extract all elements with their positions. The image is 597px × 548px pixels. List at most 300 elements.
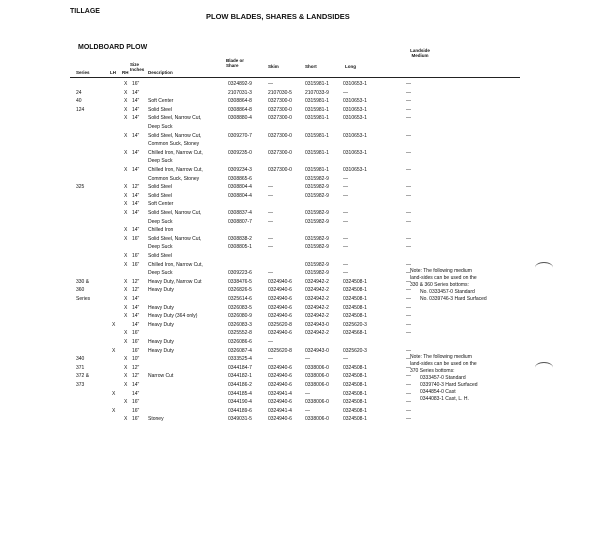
cell-skim: 0324940-6 [268,296,292,302]
cell-description: Heavy Duty [148,339,174,345]
cell-blade: 0344185-4 [228,390,252,397]
cell-landside-medium: — [406,98,411,105]
cell-rh: X [124,339,128,345]
cell-skim: — [268,270,273,277]
cell-series: 360 [76,287,85,294]
cell-rh: X [124,235,128,242]
cell-size: 14" [132,321,140,328]
section-title: MOLDBOARD PLOW [78,44,148,51]
cell-description: Solid Steel, Narrow Cut, [148,210,202,216]
cell-blade: 0333525-4 [228,356,252,363]
cell-short: 0315982-9 [305,210,329,216]
landside-note-370 [410,354,478,403]
cell-size: 12" [132,364,140,371]
cell-landside-medium: — [406,278,411,285]
cell-landside-medium: — [406,313,411,320]
cell-rh: X [124,149,128,156]
header-rule [70,77,520,78]
page-title: PLOW BLADES, SHARES & LANDSIDES [206,12,350,21]
cell-skim: 0324940-6 [268,287,292,294]
cell-long: 0310653-1 [343,132,367,139]
cell-blade: 0308864-8 [228,98,252,105]
cell-series: 24 [76,89,82,96]
note-line: 0344083-1 Cast, L. H. [420,396,469,402]
cell-skim: 0324940-6 [268,382,292,388]
cell-landside-medium: — [406,115,411,122]
cell-landside-medium: — [406,261,411,268]
cell-landside-medium: — [406,321,411,328]
cell-long: 0324508-1 [343,296,367,302]
col-lh: LH [110,70,116,75]
cell-skim: 0325620-8 [268,321,292,328]
cell-landside-medium: — [406,210,411,216]
cell-size: 14" [132,313,140,320]
cell-description: Solid Steel [148,106,172,113]
cell-rh: X [124,167,128,173]
cell-rh: X [124,364,128,371]
cell-skim: — [268,184,273,191]
cell-size: 14" [132,132,140,139]
cell-skim: 0324940-6 [268,416,292,423]
cell-size: 14" [132,89,140,96]
col-blade: Blade or Share [226,58,245,68]
scan-mark [535,362,553,373]
cell-landside-medium: — [406,89,411,96]
cell-rh: X [124,106,128,113]
cell-rh: X [124,115,128,122]
cell-long: 0324568-1 [343,330,367,337]
cell-blade: 0326086-6 [228,339,252,345]
cell-rh: X [124,201,128,208]
cell-skim: — [268,339,273,345]
cell-landside-medium: — [406,347,411,354]
cell-rh: X [124,98,128,105]
cell-landside-medium: — [406,330,411,337]
cell-long: 0324508-1 [343,278,367,285]
cell-skim: 0324940-6 [268,399,292,406]
cell-landside-medium: — [406,399,411,406]
cell-landside-medium: — [406,304,411,311]
cell-description: Deep Suck [148,270,173,277]
cell-landside-medium: — [406,184,411,191]
col-rh: RH [122,70,129,75]
cell-skim: — [268,244,273,251]
cell-size: 12" [132,287,140,294]
cell-short: 0338006-0 [305,399,329,406]
col-landside-medium: Landside Medium [410,48,430,58]
cell-long: 0310653-1 [343,115,367,122]
cell-description: Deep Suck [148,124,173,130]
cell-skim: 0327300-0 [268,106,292,113]
cell-size: 14" [132,98,140,105]
cell-long: 0325620-3 [343,347,367,354]
cell-long: — [343,210,348,216]
cell-skim: — [268,192,273,199]
cell-blade: 0344190-4 [228,399,252,406]
cell-skim: 0327300-0 [268,167,292,173]
cell-blade: 0326087-4 [228,347,252,354]
cell-landside-medium: — [406,416,411,423]
cell-long: 0324508-1 [343,313,367,320]
cell-size: 16" [132,399,140,406]
cell-lh: X [112,407,116,414]
table-row [0,417,597,426]
cell-landside-medium: — [406,106,411,113]
cell-rh: X [124,416,128,423]
cell-series: 330 & [76,278,90,285]
cell-short: 0315981-1 [305,98,329,105]
cell-landside-medium: — [406,244,411,251]
cell-long: — [343,261,348,268]
cell-short: 0315982-9 [305,192,329,199]
cell-short: — [305,390,310,397]
cell-description: Deep Suck [148,158,173,165]
cell-long: 0310653-1 [343,149,367,156]
cell-description: Solid Steel, Narrow Cut, [148,115,202,122]
cell-size: 14" [132,296,140,302]
note-line: Note: The following medium [410,268,472,274]
cell-short: 0315982-9 [305,261,329,268]
cell-short: 0315981-1 [305,149,329,156]
cell-long: 0310653-1 [343,81,367,87]
cell-rh: X [124,313,128,320]
cell-landside-medium: — [406,192,411,199]
cell-skim: 0327300-0 [268,98,292,105]
cell-skim: — [268,356,273,363]
cell-short: 0324942-2 [305,313,329,320]
cell-blade: 0344186-2 [228,382,252,388]
cell-landside-medium: — [406,364,411,371]
cell-rh: X [124,287,128,294]
cell-series: 372 & [76,373,90,380]
cell-short: 0315981-1 [305,106,329,113]
cell-size: 14" [132,192,140,199]
cell-rh: X [124,261,128,268]
cell-landside-medium: — [406,390,411,397]
cell-description: Solid Steel [148,184,172,191]
cell-blade: 0309235-0 [228,149,252,156]
cell-long: — [343,184,348,191]
note-line: No. 0333457-0 Standard [420,289,475,295]
cell-short: 0324942-2 [305,278,329,285]
cell-rh: X [124,278,128,285]
cell-rh: X [124,399,128,406]
cell-short: 0338006-0 [305,416,329,423]
cell-description: Stoney [148,416,164,423]
cell-long: 0324508-1 [343,399,367,406]
cell-blade: 0308804-4 [228,192,252,199]
cell-blade: 0344189-6 [228,407,252,414]
cell-skim: 0324940-6 [268,330,292,337]
cell-description: Heavy Duty [148,347,174,354]
note-line: Note: The following medium [410,354,472,360]
cell-skim: 2107030-5 [268,89,292,96]
cell-blade: 0308865-6 [228,175,252,182]
cell-blade: 0309234-3 [228,167,252,173]
cell-skim: 0324941-4 [268,407,292,414]
cell-rh: X [124,304,128,311]
cell-rh: X [124,81,128,87]
cell-long: 0324508-1 [343,407,367,414]
col-size: Size Inches [130,62,145,72]
col-description: Description [148,70,173,75]
cell-long: 0310653-1 [343,98,367,105]
cell-short: 0315982-9 [305,218,329,225]
cell-blade: 0325552-8 [228,330,252,337]
cell-long: 0310653-1 [343,167,367,173]
cell-landside-medium: — [406,235,411,242]
cell-long: — [343,244,348,251]
cell-description: Chilled Iron, Narrow Cut, [148,261,203,268]
cell-short: — [305,356,310,363]
cell-blade: 0344182-1 [228,373,252,380]
cell-skim: 0324940-6 [268,373,292,380]
cell-blade: 0308807-7 [228,218,252,225]
cell-short: 0324943-0 [305,347,329,354]
cell-size: 16" [132,407,140,414]
cell-long: 0324508-1 [343,304,367,311]
cell-size: 12" [132,373,140,380]
cell-long: — [343,356,348,363]
landside-note-330-360 [410,268,487,303]
cell-size: 10" [132,356,140,363]
cell-long: — [343,270,348,277]
cell-short: 0315981-1 [305,81,329,87]
cell-landside-medium: — [406,167,411,173]
cell-size: 16" [132,261,140,268]
cell-short: 0324942-2 [305,330,329,337]
cell-short: 0315982-9 [305,175,329,182]
cell-landside-medium: — [406,81,411,87]
cell-description: Solid Steel [148,192,172,199]
cell-short: 0315981-1 [305,132,329,139]
cell-size: 16" [132,81,140,87]
cell-blade: 0308837-4 [228,210,252,216]
cell-skim: 0327300-0 [268,149,292,156]
cell-size: 14" [132,201,140,208]
cell-long: 0325620-3 [343,321,367,328]
cell-blade: 0344184-7 [228,364,252,371]
cell-long: — [343,218,348,225]
cell-long: 0324508-1 [343,382,367,388]
cell-long: 0324508-1 [343,390,367,397]
cell-description: Heavy Duty, Narrow Cut [148,278,202,285]
cell-blade: 0309270-7 [228,132,252,139]
note-line: land-sides can be used on the [410,361,477,367]
col-short: Short [305,64,317,69]
cell-skim: — [268,218,273,225]
cell-description: Deep Suck [148,218,173,225]
cell-description: Common Suck, Stoney [148,175,200,182]
cell-series: 124 [76,106,85,113]
cell-skim: — [268,235,273,242]
cell-short: 0315981-1 [305,115,329,122]
cell-description: Solid Steel, Narrow Cut, [148,132,202,139]
cell-short: 0324942-2 [305,287,329,294]
cell-rh: X [124,356,128,363]
cell-blade: 0309223-6 [228,270,252,277]
cell-rh: X [124,89,128,96]
cell-skim: 0325620-8 [268,347,292,354]
cell-description: Solid Steel, Narrow Cut, [148,235,202,242]
cell-landside-medium: — [406,287,411,294]
cell-landside-medium: — [406,270,411,277]
cell-blade: 0308804-4 [228,184,252,191]
col-skim: Skim [268,64,279,69]
cell-short: 0315982-9 [305,244,329,251]
cell-description: Deep Suck [148,244,173,251]
cell-skim: 0327300-0 [268,115,292,122]
cell-lh: X [112,321,116,328]
cell-size: 14" [132,149,140,156]
note-line: 330 & 360 Series bottoms: [410,282,469,288]
cell-landside-medium: — [406,407,411,414]
cell-description: Chilled Iron [148,227,174,234]
cell-blade: 0338476-5 [228,278,252,285]
cell-size: 14" [132,390,140,397]
cell-landside-medium: — [406,356,411,363]
cell-rh: X [124,330,128,337]
cell-description: Soft Center [148,201,174,208]
cell-skim: 0327300-0 [268,132,292,139]
cell-skim: 0324940-6 [268,304,292,311]
cell-size: 14" [132,167,140,173]
cell-blade: 0326826-5 [228,287,252,294]
cell-long: 0324508-1 [343,287,367,294]
page-section-label: TILLAGE [70,8,100,15]
cell-blade: 0349031-5 [228,416,252,423]
cell-size: 16" [132,347,140,354]
cell-skim: 0324940-6 [268,278,292,285]
cell-blade: 2107031-3 [228,89,252,96]
cell-blade: 0308864-8 [228,106,252,113]
cell-lh: X [112,347,116,354]
note-line: 370 Series bottoms: [410,368,455,374]
cell-blade: 0326083-5 [228,304,252,311]
cell-size: 14" [132,106,140,113]
cell-rh: X [124,210,128,216]
cell-short: 0338006-0 [305,373,329,380]
note-line: 0344854-0 Cast [420,389,456,395]
cell-blade: 0326083-3 [228,321,252,328]
note-line: 0339740-3 Hard Surfaced [420,382,478,388]
cell-lh: X [112,390,116,397]
cell-skim: — [268,210,273,216]
cell-size: 14" [132,210,140,216]
cell-blade: 0326080-9 [228,313,252,320]
cell-skim: 0324941-4 [268,390,292,397]
cell-long: 0310653-1 [343,106,367,113]
cell-long: 0324508-1 [343,364,367,371]
cell-short: — [305,407,310,414]
cell-size: 16" [132,339,140,345]
cell-description: Chilled Iron, Narrow Cut, [148,167,203,173]
cell-size: 14" [132,227,140,234]
cell-skim: 0324940-6 [268,313,292,320]
cell-landside-medium: — [406,296,411,302]
cell-short: 0324943-0 [305,321,329,328]
col-long: Long [345,64,356,69]
cell-size: 16" [132,416,140,423]
cell-size: 16" [132,330,140,337]
cell-description: Narrow Cut [148,373,174,380]
cell-series: Series [76,296,91,302]
note-line: No. 0339746-3 Hard Surfaced [420,296,487,302]
cell-rh: X [124,373,128,380]
cell-skim: 0324940-6 [268,364,292,371]
cell-landside-medium: — [406,382,411,388]
cell-rh: X [124,227,128,234]
cell-series: 340 [76,356,85,363]
cell-long: — [343,89,348,96]
cell-landside-medium: — [406,218,411,225]
cell-blade: 0325614-6 [228,296,252,302]
cell-description: Soft Center [148,98,174,105]
cell-description: Heavy Duty [148,287,174,294]
cell-short: 0324942-2 [305,296,329,302]
cell-landside-medium: — [406,132,411,139]
scan-mark [535,262,553,273]
cell-size: 16" [132,253,140,259]
cell-rh: X [124,192,128,199]
cell-description: Heavy Duty [148,304,174,311]
note-line: 0333457-0 Standard [420,375,466,381]
cell-description: Chilled Iron, Narrow Cut, [148,149,203,156]
cell-short: 0315981-1 [305,167,329,173]
cell-size: 14" [132,304,140,311]
cell-description: Solid Steel [148,253,172,259]
cell-size: 14" [132,382,140,388]
note-line: land-sides can be used on the [410,275,477,281]
cell-rh: X [124,296,128,302]
cell-rh: X [124,382,128,388]
cell-series: 325 [76,184,85,191]
cell-short: 0315982-9 [305,184,329,191]
cell-description: Heavy Duty (364 only) [148,313,198,320]
cell-blade: 0308805-1 [228,244,252,251]
cell-rh: X [124,253,128,259]
cell-skim: — [268,81,273,87]
cell-size: 12" [132,278,140,285]
cell-short: 0338006-0 [305,364,329,371]
cell-series: 40 [76,98,82,105]
cell-landside-medium: — [406,373,411,380]
cell-long: 0324508-1 [343,373,367,380]
cell-long: 0324508-1 [343,416,367,423]
cell-description: Heavy Duty [148,321,174,328]
cell-size: 14" [132,115,140,122]
cell-series: 371 [76,364,85,371]
cell-size: 12" [132,184,140,191]
cell-short: 0324942-2 [305,304,329,311]
cell-size: 16" [132,235,140,242]
cell-short: 0338006-0 [305,382,329,388]
cell-short: 2107033-9 [305,89,329,96]
col-series: Series [76,70,90,75]
cell-landside-medium: — [406,149,411,156]
cell-blade: 0308838-2 [228,235,252,242]
cell-short: 0315982-9 [305,270,329,277]
cell-long: — [343,192,348,199]
cell-short: 0315982-9 [305,235,329,242]
cell-blade: 0308880-4 [228,115,252,122]
cell-rh: X [124,132,128,139]
cell-blade: 0324892-9 [228,81,252,87]
cell-long: — [343,235,348,242]
cell-series: 373 [76,382,85,388]
cell-long: — [343,175,348,182]
cell-rh: X [124,184,128,191]
